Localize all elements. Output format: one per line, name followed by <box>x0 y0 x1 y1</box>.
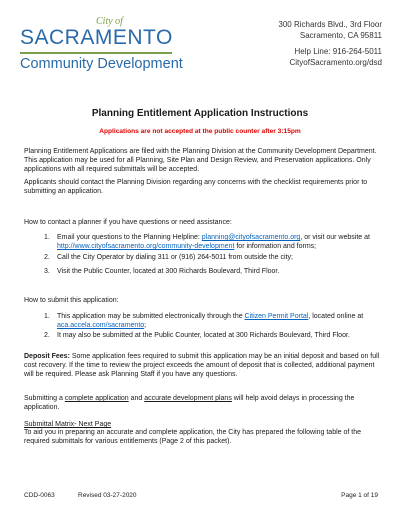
submittal-matrix-paragraph: To aid you in preparing an accurate and complete application, the City has prepared the following table of the required submittals for various entitlements (Page 2 of this packet). <box>24 429 361 446</box>
planning-email-link[interactable]: planning@cityofsacramento.org <box>201 234 301 241</box>
submit-heading: How to submit this application: <box>24 297 119 304</box>
address-line-2: Sacramento, CA 95811 <box>299 30 382 40</box>
submit-item-1: 1. This application may be submitted electronically through the Citizen Permit Portal, located online at aca.accela.com/sacramento; <box>44 313 364 330</box>
help-line: Help Line: 916-264-5011 <box>294 47 382 56</box>
address-line-1: 300 Richards Blvd., 3rd Floor <box>278 20 382 29</box>
contact-item-1: 1. Email your questions to the Planning Helpline: planning@cityofsacramento.org, or visit our website at http://www.cityofsacramento.org/community-development for information and forms; <box>44 234 370 251</box>
deposit-fees-label: Deposit Fees: <box>24 353 70 360</box>
page-number: Page 1 of 19 <box>341 492 378 499</box>
header-address-block <box>278 20 382 68</box>
intro-paragraph-1: Planning Entitlement Applications are filed with the Planning Division at the Community Development Department. This application may be used for all Planning, Site Plan and Design Review, and Preservation applications. Only applications with all required submittals will be accepted. <box>24 148 377 174</box>
logo-department-text: Community Development <box>20 56 183 72</box>
counter-notice: Applications are not accepted at the public counter after 3:15pm <box>99 128 301 135</box>
complete-application-text: complete application <box>64 395 129 402</box>
page-title: Planning Entitlement Application Instructions <box>91 108 309 119</box>
contact-heading: How to contact a planner if you have questions or need assistance: <box>24 219 232 226</box>
header-website: CityofSacramento.org/dsd <box>289 57 382 67</box>
form-code: CDD-0063 <box>24 492 55 499</box>
submit-item-2 <box>44 331 380 340</box>
list-item-text: Call the City Operator by dialing 311 or (916) 264-5011 from outside the city; <box>57 254 293 261</box>
list-item-text: Visit the Public Counter, located at 300 Richards Boulevard, Third Floor. <box>57 268 280 275</box>
list-number: 3. <box>44 268 50 275</box>
submitting-paragraph: Submitting a complete application and accurate development plans will help avoid delays in processing the application. <box>24 395 355 412</box>
cdd-website-link[interactable]: http://www.cityofsacramento.org/community-development <box>57 243 235 251</box>
contact-item-2 <box>44 253 380 262</box>
citizen-permit-portal-link[interactable]: Citizen Permit Portal <box>244 313 309 320</box>
submittal-matrix-heading: Submittal Matrix- Next Page <box>24 421 112 428</box>
accela-link[interactable]: aca.accela.com/sacramento <box>57 322 145 330</box>
revision-date: Revised 03-27-2020 <box>78 492 137 499</box>
contact-item-3 <box>44 267 380 276</box>
logo-sacramento-text: SACRAMENTO <box>20 26 173 49</box>
list-number: 2. <box>44 254 50 261</box>
accurate-plans-text: accurate development plans <box>144 395 232 402</box>
logo-divider <box>20 52 172 54</box>
intro-paragraph-2: Applicants should contact the Planning Division regarding any concerns with the checklist requirements prior to submitting an application. <box>24 179 368 196</box>
list-number: 2. <box>44 332 50 339</box>
logo-city-text: City of <box>96 16 123 27</box>
deposit-fees-paragraph: Deposit Fees: Some application fees required to submit this application may be an initial deposit and based on full cost recovery. If the time to review the project exceeds the amount of deposit that is collected, additional payment will be required. Please ask Planning Staff if you have any questions. <box>24 353 380 379</box>
list-number: 1. <box>44 313 50 320</box>
list-number: 1. <box>44 234 50 241</box>
list-item-text: It may also be submitted at the Public Counter, located at 300 Richards Boulevard, Third Floor. <box>57 332 350 339</box>
